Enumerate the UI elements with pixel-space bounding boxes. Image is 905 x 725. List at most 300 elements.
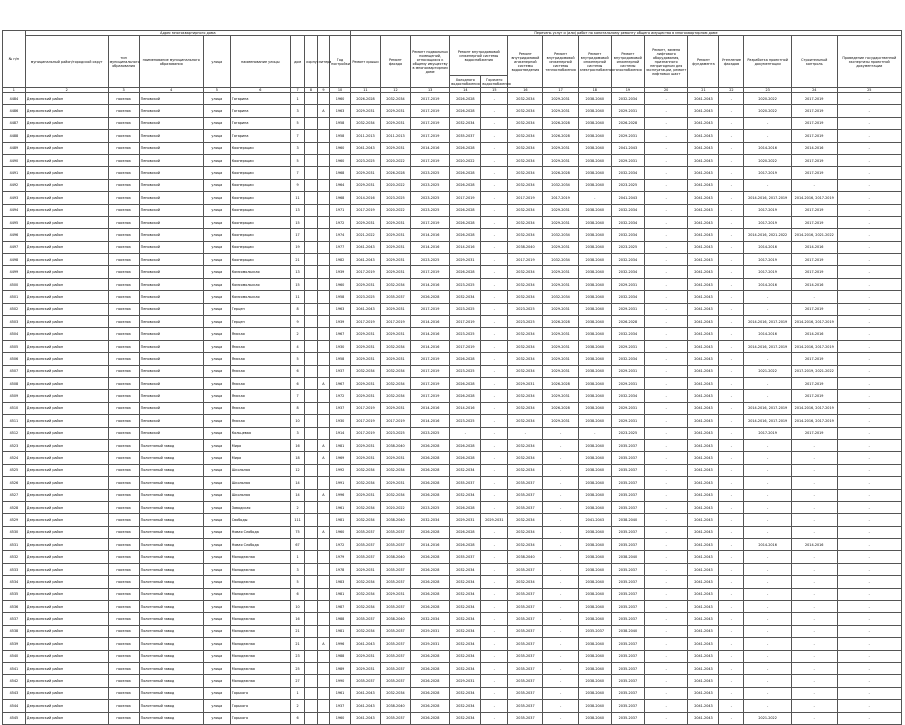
table-cell: - [719,340,744,352]
table-cell: поселок [108,167,139,179]
table-row [3,365,902,377]
table-cell: 2014-2016, 2017-2019 [791,402,837,414]
table-cell: - [481,390,508,402]
table-cell: - [791,501,837,513]
table-cell: 2029-2031 [543,105,578,117]
table-cell: - [744,501,792,513]
table-cell: 2026-2028 [410,489,449,501]
table-cell: Дзержинский район [25,303,108,315]
table-cell: - [508,427,543,439]
table-cell: 4535 [3,588,26,600]
table-cell: 2032-2034 [450,588,481,600]
table-cell: 1981 [330,625,351,637]
table-cell: 5 [290,576,304,588]
table-cell: поселок [108,712,139,724]
table-cell [305,452,317,464]
table-cell: - [744,390,792,402]
table-cell: Дзержинский район [25,514,108,526]
table-cell: Ямская [230,328,290,340]
table-cell: Полотняный завод [139,638,203,650]
table-cell: улица [203,204,230,216]
table-cell: - [644,662,687,674]
table-cell: - [481,452,508,464]
table-cell: 2017-2019 [791,204,837,216]
table-cell: улица [203,192,230,204]
table-cell: Ямская [230,390,290,402]
table-cell: 4534 [3,576,26,588]
table-cell: улица [203,328,230,340]
table-cell [317,365,329,377]
table-cell: 1 [290,93,304,105]
table-cell: - [719,650,744,662]
table-cell: 12 [290,464,304,476]
table-cell: 2035-2037 [380,712,410,724]
table-cell: 2032-2034 [450,700,481,712]
table-cell: 2014-2016 [410,539,449,551]
table-cell: 2029-2031 [481,514,508,526]
table-row [3,514,902,526]
table-cell [317,700,329,712]
table-cell: 2029-2031 [350,328,380,340]
table-cell: 2032-2034 [508,142,543,154]
table-cell: 13 [290,266,304,278]
table-cell: - [481,328,508,340]
table-cell: 3 [290,105,304,117]
table-cell: - [837,291,902,303]
table-cell: поселок [108,229,139,241]
table-cell: улица [203,402,230,414]
table-cell: улица [203,464,230,476]
table-cell: 2035-2037 [611,650,644,662]
table-cell: - [644,365,687,377]
table-cell: Дзержинский район [25,291,108,303]
table-cell: 2041-2043 [688,675,719,687]
table-cell [305,675,317,687]
table-cell: 2038-2040 [578,142,611,154]
table-row [3,117,902,129]
table-cell: - [744,687,792,699]
table-cell: 23 [290,650,304,662]
table-cell: 4488 [3,130,26,142]
table-cell: 2041-2043 [688,179,719,191]
table-cell: Гагарина [230,105,290,117]
table-cell: 2035-2037 [450,477,481,489]
table-cell: Полотняный завод [139,526,203,538]
table-cell: 2041-2043 [688,390,719,402]
table-cell: Полотняный завод [139,539,203,551]
table-cell: 2032-2034 [508,278,543,290]
table-cell: - [837,353,902,365]
table-cell [305,402,317,414]
table-cell: 2014-2016 [410,340,449,352]
table-cell: Пеновский [139,340,203,352]
table-cell: 2041-2043 [611,192,644,204]
table-cell: 2032-2034 [611,204,644,216]
table-cell: 2041-2043 [688,501,719,513]
table-cell: - [719,278,744,290]
table-cell: - [837,539,902,551]
table-cell: Дзержинский район [25,154,108,166]
table-cell: 2014-2016 [744,241,792,253]
table-cell: 2029-2031 [350,439,380,451]
table-cell [317,551,329,563]
table-cell: Молодежная [230,675,290,687]
table-cell: - [837,130,902,142]
table-cell: 2041-2043 [350,687,380,699]
table-cell: 2029-2031 [380,105,410,117]
table-cell: Дзержинский район [25,316,108,328]
table-cell: улица [203,415,230,427]
table-cell: поселок [108,563,139,575]
table-cell: Дзержинский район [25,576,108,588]
header-mo-name: наименование муниципального образования [139,36,203,88]
header-cold-water: Холодного водоснабжения [451,77,480,86]
table-cell: - [644,402,687,414]
table-cell: 1 [290,687,304,699]
table-cell: 4536 [3,601,26,613]
table-cell: 1960 [330,712,351,724]
table-cell: 4492 [3,179,26,191]
table-cell: 2032-2034 [350,514,380,526]
table-cell: - [791,489,837,501]
table-cell: улица [203,216,230,228]
table-cell: 2017-2019 [791,254,837,266]
table-cell: 1968 [330,167,351,179]
table-cell: 2029-2031 [543,340,578,352]
table-cell: 2041-2043 [688,229,719,241]
table-cell: 2032-2034 [508,154,543,166]
table-cell: 2026-2028 [410,291,449,303]
table-cell: 2014-2016 [410,241,449,253]
table-cell: 2041-2043 [688,303,719,315]
table-cell: Молодежная [230,650,290,662]
table-cell: 2017-2019 [744,167,792,179]
table-cell [305,266,317,278]
table-cell: - [543,464,578,476]
table-cell: 4524 [3,452,26,464]
table-cell: А [317,439,329,451]
table-cell: 2038-2040 [578,638,611,650]
table-cell: 2017-2019 [350,427,380,439]
table-body [3,93,902,725]
table-cell [305,638,317,650]
table-cell: 2014-2016 [791,241,837,253]
table-cell: улица [203,93,230,105]
table-cell: 2029-2031 [611,377,644,389]
table-cell: 2029-2031 [350,216,380,228]
table-cell: поселок [108,464,139,476]
table-cell: - [481,179,508,191]
table-cell: поселок [108,402,139,414]
table-cell [305,154,317,166]
table-cell: 2038-2040 [380,439,410,451]
table-cell: - [543,650,578,662]
table-cell: - [578,192,611,204]
table-cell: 2038-2040 [578,526,611,538]
table-cell [317,179,329,191]
table-cell: - [719,316,744,328]
table-cell: Школьная [230,464,290,476]
table-cell: 2017-2019 [791,117,837,129]
table-cell: - [837,489,902,501]
table-cell: 2029-2031 [350,278,380,290]
table-cell: 2026-2028 [410,576,449,588]
table-cell [305,278,317,290]
table-cell: - [481,365,508,377]
table-cell [305,179,317,191]
table-cell: 4509 [3,390,26,402]
table-cell: Пеновский [139,241,203,253]
table-cell: 2029-2031 [450,254,481,266]
header-heat: Ремонт внутридомовой инженерной системы теплоснабжения [543,36,578,88]
table-row [3,439,902,451]
table-cell: 1983 [330,576,351,588]
table-cell: 2035-2037 [350,551,380,563]
table-cell [317,130,329,142]
table-cell: 4544 [3,700,26,712]
table-cell: - [481,192,508,204]
table-cell: поселок [108,662,139,674]
table-row [3,192,902,204]
table-cell: 4 [290,340,304,352]
table-cell: Дзержинский район [25,625,108,637]
table-cell: улица [203,303,230,315]
table-cell: Комсомольская [230,278,290,290]
table-cell: 2026-2028 [450,377,481,389]
table-cell: Молодежная [230,613,290,625]
table-cell: Гагарина [230,93,290,105]
table-cell: 2017-2019 [508,254,543,266]
table-cell: - [744,650,792,662]
table-cell: поселок [108,316,139,328]
table-cell: 4504 [3,328,26,340]
table-cell: - [719,229,744,241]
table-cell: - [644,241,687,253]
table-row [3,477,902,489]
table-cell: Полотняный завод [139,601,203,613]
table-cell: 2026-2028 [450,204,481,216]
table-cell: 2041-2043 [688,662,719,674]
table-cell: - [719,117,744,129]
table-cell: 2026-2028 [410,650,449,662]
table-cell: 2017-2019 [791,167,837,179]
table-cell: 2026-2028 [410,526,449,538]
table-cell: 2017-2019 [410,105,449,117]
table-cell: - [481,204,508,216]
table-cell: - [719,167,744,179]
table-cell [317,477,329,489]
table-cell: 1981 [330,439,351,451]
table-row [3,662,902,674]
table-cell [305,204,317,216]
table-cell: 2035-2037 [450,551,481,563]
table-cell: Дзержинский район [25,526,108,538]
table-cell: Дзержинский район [25,687,108,699]
table-cell: 2026-2028 [410,712,449,724]
table-cell: 2032-2034 [508,266,543,278]
table-cell: Кооперации [230,204,290,216]
table-cell: улица [203,588,230,600]
table-cell: - [644,192,687,204]
table-cell: Полотняный завод [139,439,203,451]
table-cell: 2020-2022 [380,154,410,166]
table-cell: 1989 [330,662,351,674]
table-cell: 2023-2025 [410,427,449,439]
table-cell: - [481,340,508,352]
table-cell: 2041-2043 [688,415,719,427]
table-cell: - [837,192,902,204]
table-row [3,501,902,513]
table-cell: Дзержинский район [25,650,108,662]
table-cell: 2017-2019 [791,390,837,402]
table-cell: - [719,353,744,365]
table-cell: - [719,638,744,650]
table-cell: поселок [108,154,139,166]
table-cell: 2023-2025 [611,427,644,439]
table-cell: 2021-2022 [744,712,792,724]
table-cell [317,328,329,340]
table-cell: 2014-2016 [410,316,449,328]
table-cell: 2023-2025 [450,303,481,315]
table-cell: 2029-2031 [380,477,410,489]
table-cell: - [719,452,744,464]
table-cell: 2041-2043 [688,489,719,501]
table-cell: Полотняный завод [139,662,203,674]
table-cell: 2029-2031 [350,662,380,674]
table-cell: - [837,415,902,427]
table-cell: - [744,130,792,142]
table-cell: - [791,613,837,625]
table-cell: 2029-2031 [543,390,578,402]
table-cell: 2020-2022 [380,179,410,191]
table-cell: 2017-2019 [450,316,481,328]
table-cell: - [543,638,578,650]
table-cell: 4539 [3,638,26,650]
table-cell: Дзержинский район [25,105,108,117]
table-cell: 2014-2016, 2017-2019 [744,340,792,352]
table-cell: поселок [108,266,139,278]
table-cell: 2035-2037 [611,464,644,476]
table-cell: - [481,601,508,613]
table-cell: 2017-2019 [791,266,837,278]
table-cell: 2029-2031 [543,204,578,216]
table-cell: 4526 [3,477,26,489]
table-cell: 2014-2016 [450,402,481,414]
table-cell [317,266,329,278]
table-cell: - [481,402,508,414]
table-cell: 1958 [330,291,351,303]
table-cell: Пеновский [139,328,203,340]
table-cell: - [543,477,578,489]
table-cell: 1967 [330,377,351,389]
table-cell: 2032-2034 [611,93,644,105]
table-cell: 1960 [330,142,351,154]
table-cell: Дзержинский район [25,551,108,563]
table-cell: - [791,601,837,613]
table-row [3,278,902,290]
table-cell: 2041-2043 [688,192,719,204]
table-cell [305,526,317,538]
table-cell: Пеновский [139,402,203,414]
table-cell: - [644,613,687,625]
table-cell: 1969 [330,452,351,464]
table-cell: 2038-2040 [578,93,611,105]
table-cell: поселок [108,700,139,712]
table-cell: - [837,117,902,129]
table-cell: 2026-2028 [450,266,481,278]
header-power: Ремонт внутридомовой инженерной системы электроснабжения [578,36,611,88]
table-cell: 2041-2043 [350,303,380,315]
table-cell: улица [203,167,230,179]
table-cell: 2017-2019 [543,192,578,204]
table-cell: 1961 [330,687,351,699]
table-cell: 2032-2034 [508,365,543,377]
table-cell: - [644,340,687,352]
table-cell: - [837,514,902,526]
table-cell: Молодежная [230,601,290,613]
table-cell: 2014-2016 [350,192,380,204]
table-cell: 2041-2043 [688,563,719,575]
table-cell [305,192,317,204]
table-cell [305,489,317,501]
table-cell: 2029-2031 [350,105,380,117]
table-cell: - [481,439,508,451]
table-cell [305,477,317,489]
table-cell: улица [203,266,230,278]
table-cell: - [481,613,508,625]
table-row [3,489,902,501]
table-cell: 2032-2034 [450,687,481,699]
table-cell: Полотняный завод [139,576,203,588]
table-cell [317,588,329,600]
table-cell: 2029-2031 [543,216,578,228]
table-cell: 2014-2016 [410,229,449,241]
table-cell: 2029-2031 [543,415,578,427]
table-cell: 2041-2043 [688,427,719,439]
table-cell: 2011-2013 [380,130,410,142]
header-street-name: наименование улицы [230,36,290,88]
table-cell: - [744,638,792,650]
table-cell: 2014-2016, 2017-2019 [791,192,837,204]
table-cell: - [744,452,792,464]
column-number: 22 [719,88,744,93]
table-cell: - [791,638,837,650]
table-cell: 1978 [330,563,351,575]
table-cell: 4523 [3,439,26,451]
column-number: 14 [450,88,481,93]
column-number: 15 [481,88,508,93]
table-cell: Кооперации [230,229,290,241]
table-cell: 2029-2031 [380,303,410,315]
table-row [3,328,902,340]
table-cell [305,662,317,674]
table-cell: - [791,700,837,712]
table-cell: 2032-2034 [350,501,380,513]
table-cell: - [644,514,687,526]
table-cell: - [837,142,902,154]
table-row [3,377,902,389]
table-cell: - [719,415,744,427]
table-row [3,130,902,142]
table-row [3,167,902,179]
table-cell: 2035-2037 [508,650,543,662]
column-number: 21 [688,88,719,93]
table-cell: 2041-2043 [688,687,719,699]
table-cell: Дзержинский район [25,192,108,204]
table-cell: 2041-2043 [688,316,719,328]
table-cell: 2035-2037 [508,489,543,501]
table-cell: 2029-2031 [350,489,380,501]
